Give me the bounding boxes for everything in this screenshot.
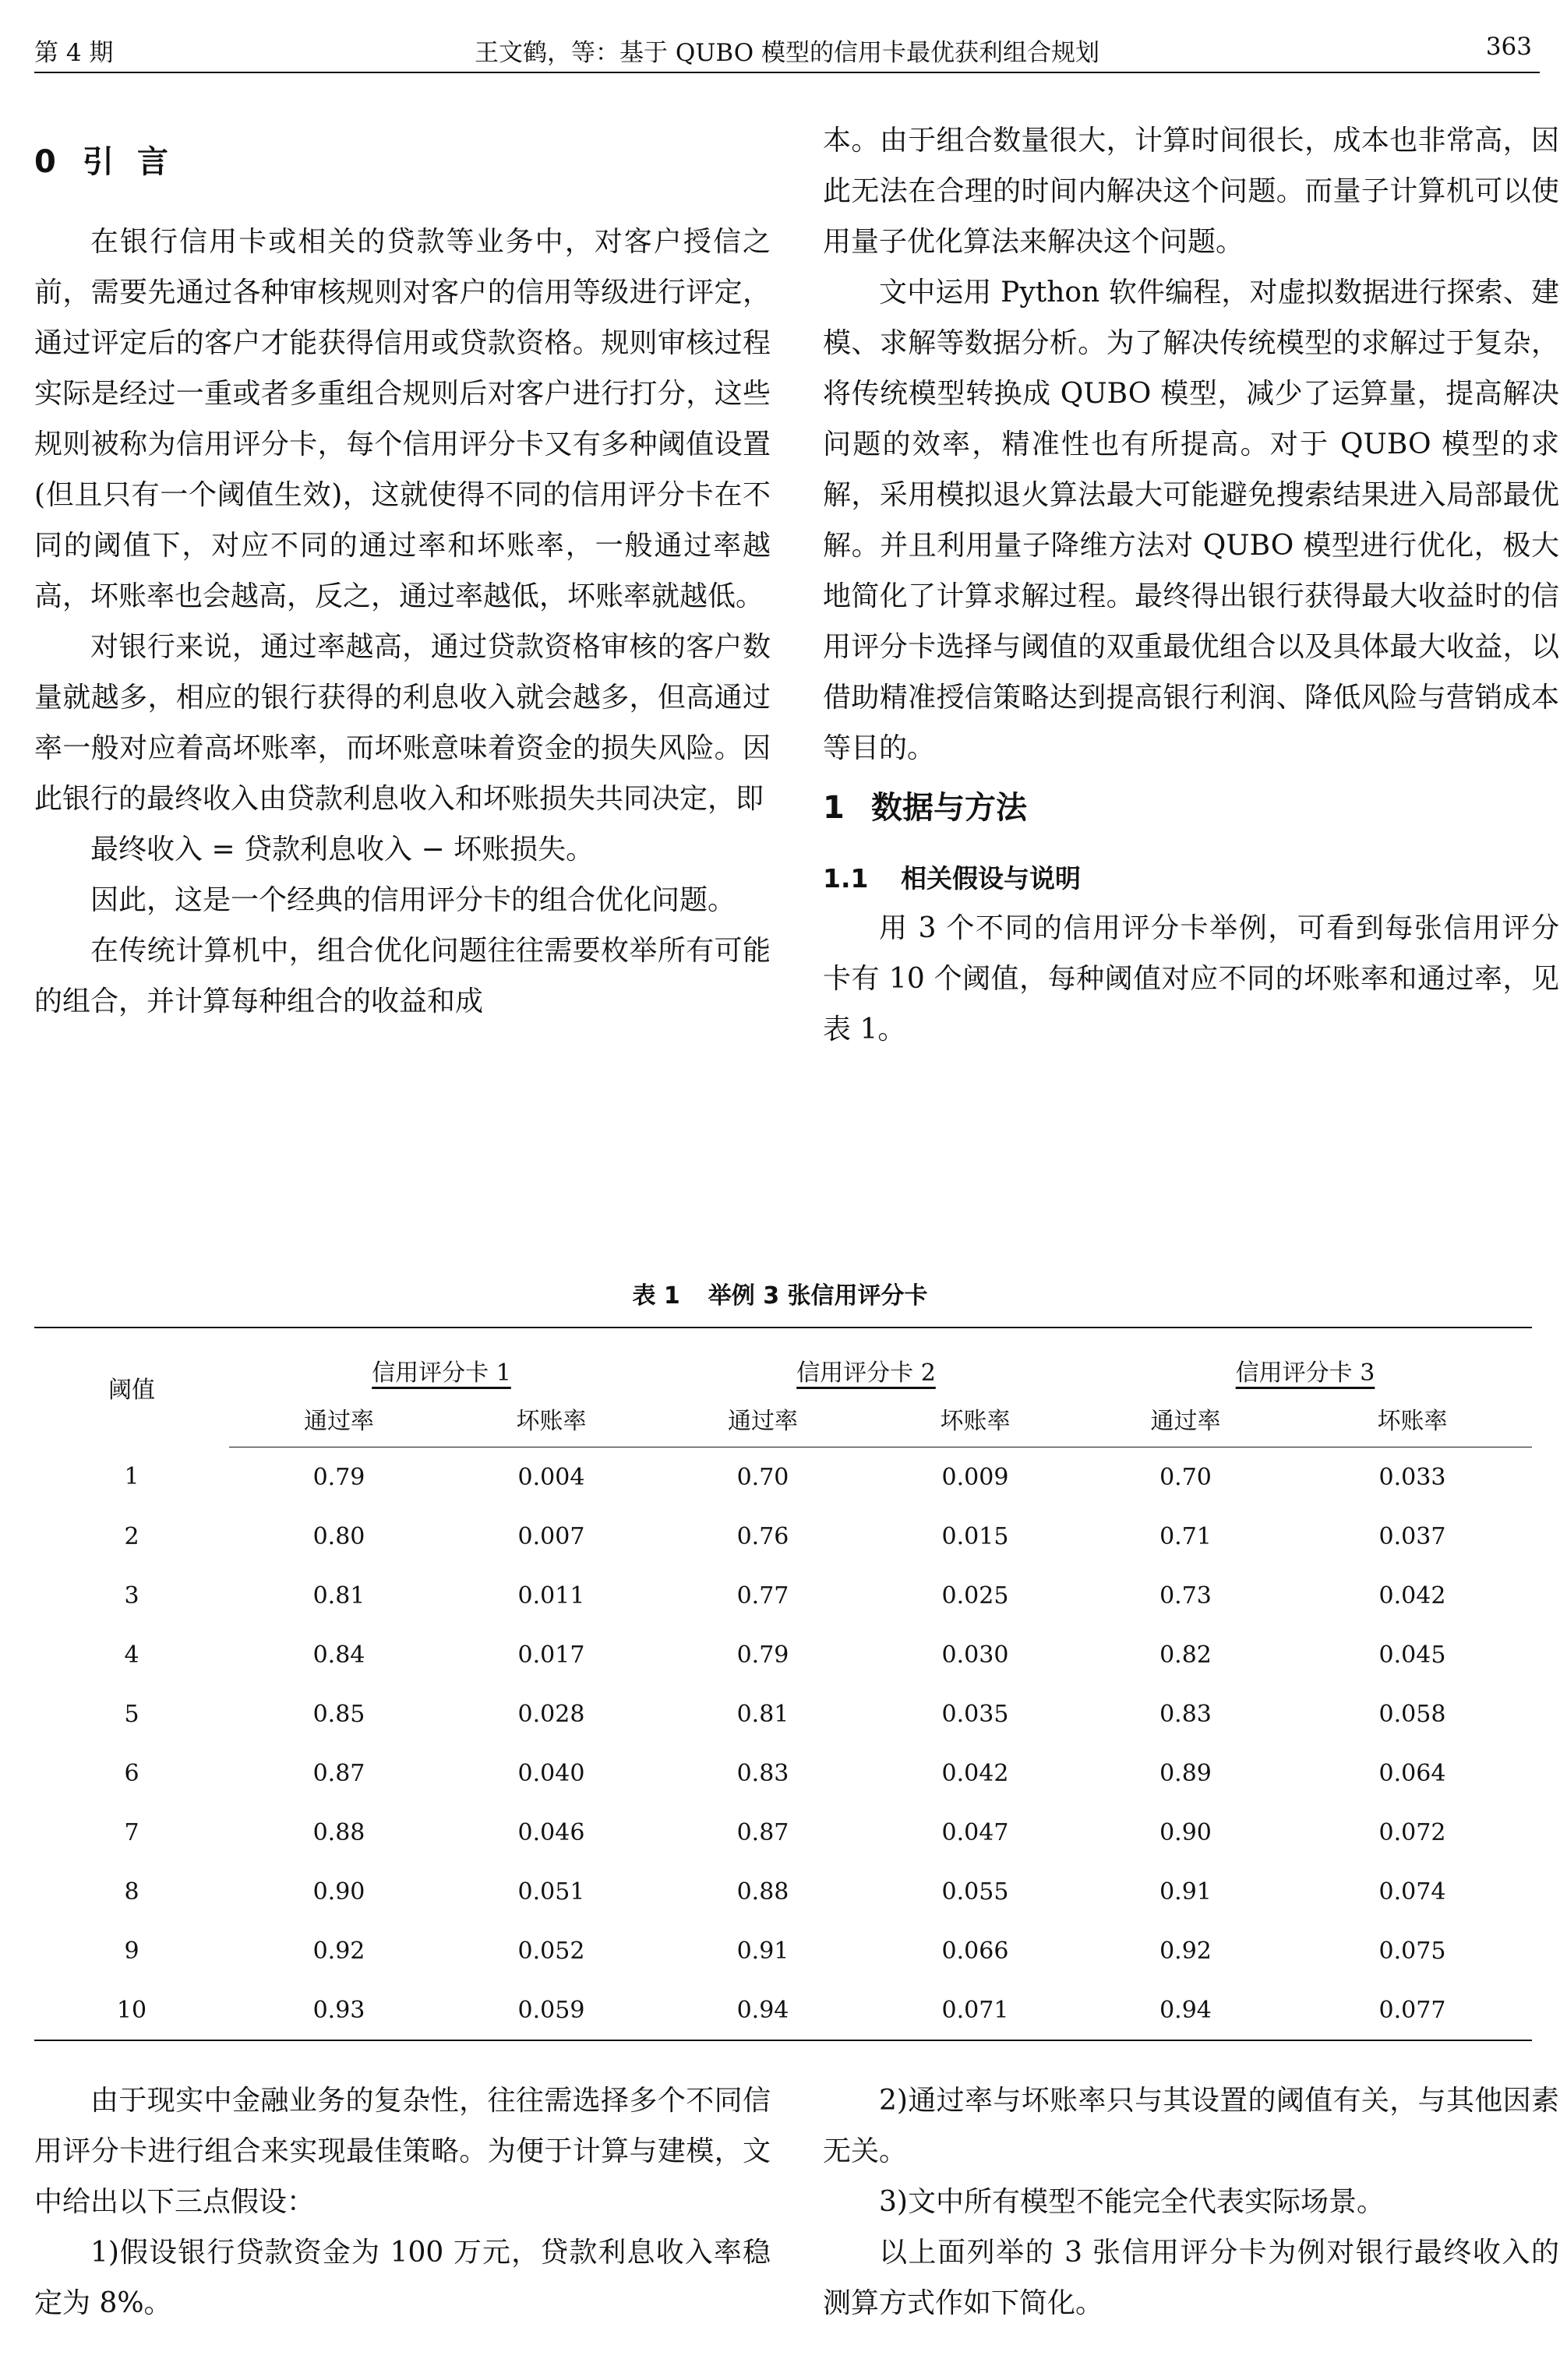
pass-rate-cell: 0.79 (312, 1463, 365, 1491)
pass-rate-cell: 0.94 (1078, 1980, 1293, 2040)
bad-rate-cell: 0.042 (941, 1759, 1009, 1787)
threshold-cell: 4 (124, 1641, 139, 1669)
section-number: 0 (34, 144, 56, 180)
bad-rate-cell: 0.028 (517, 1700, 585, 1728)
bad-rate-cell: 0.009 (941, 1463, 1009, 1491)
header-bad-rate: 坏账率 (449, 1391, 654, 1447)
pass-rate-cell: 0.81 (736, 1700, 789, 1728)
pass-rate-cell: 0.83 (736, 1759, 789, 1787)
left-column (34, 139, 771, 1027)
pass-rate-cell: 0.81 (312, 1581, 365, 1610)
section-heading-data-methods (823, 780, 1559, 855)
bad-rate-cell: 0.051 (517, 1878, 585, 1906)
issue-label: 第 4 期 (34, 39, 114, 67)
header-card-2: 信用评分卡 2 (796, 1359, 936, 1387)
threshold-cell: 6 (124, 1759, 139, 1787)
table-caption-text: 举例 3 张信用评分卡 (708, 1282, 928, 1310)
assumption-item: 2)通过率与坏账率只与其设置的阈值有关，与其他因素无关。 (823, 2085, 1559, 2167)
pass-rate-cell: 0.70 (736, 1463, 789, 1491)
section-title: 数据与方法 (871, 790, 1027, 826)
bad-rate-cell: 0.025 (941, 1581, 1009, 1610)
pass-rate-cell: 0.88 (312, 1818, 365, 1846)
bad-rate-cell: 0.075 (1378, 1937, 1446, 1965)
bad-rate-cell: 0.064 (1378, 1759, 1446, 1787)
table-row (34, 1744, 1532, 1803)
bad-rate-cell: 0.055 (941, 1878, 1009, 1906)
pass-rate-cell: 0.83 (1159, 1700, 1212, 1728)
pass-rate-cell: 0.92 (312, 1937, 365, 1965)
pass-rate-cell: 0.88 (736, 1878, 789, 1906)
header-card-3: 信用评分卡 3 (1235, 1359, 1375, 1387)
bad-rate-cell: 0.030 (941, 1641, 1009, 1669)
bad-rate-cell: 0.015 (941, 1522, 1009, 1550)
pass-rate-cell: 0.93 (229, 1980, 449, 2040)
subsection-number: 1.1 (823, 863, 869, 894)
subsection-heading (823, 855, 1559, 903)
running-header (34, 30, 1540, 73)
bad-rate-cell: 0.066 (941, 1937, 1009, 1965)
table-row (34, 1803, 1532, 1862)
pass-rate-cell: 0.87 (736, 1818, 789, 1846)
header-bad-rate: 坏账率 (1293, 1391, 1532, 1447)
pass-rate-cell: 0.91 (1159, 1878, 1212, 1906)
paragraph: 用 3 个不同的信用评分卡举例，可看到每张信用评分卡有 10 个阈值，每种阈值对应不同的坏账率和通过率，见表 1。 (823, 912, 1559, 1045)
pass-rate-cell: 0.73 (1159, 1581, 1212, 1610)
right-column (823, 115, 1559, 1055)
pass-rate-cell: 0.85 (312, 1700, 365, 1728)
scorecard-table (34, 1327, 1532, 2041)
bad-rate-cell: 0.045 (1378, 1641, 1446, 1669)
bad-rate-cell: 0.007 (517, 1522, 585, 1550)
bottom-left-column (34, 2075, 771, 2329)
bad-rate-cell: 0.071 (872, 1980, 1078, 2040)
threshold-cell: 3 (124, 1581, 139, 1610)
pass-rate-cell: 0.76 (736, 1522, 789, 1550)
pass-rate-cell: 0.92 (1159, 1937, 1212, 1965)
paragraph-continued: 本。由于组合数量很大，计算时间很长，成本也非常高，因此无法在合理的时间内解决这个问题。而量子计算机可以使用量子优化算法来解决这个问题。 (823, 125, 1559, 258)
paragraph: 对银行来说，通过率越高，通过贷款资格审核的客户数量就越多，相应的银行获得的利息收入就会越多，但高通过率一般对应着高坏账率，而坏账意味着资金的损失风险。因此银行的最终收入由贷款利息收入和坏账损失共同决定，即 (34, 631, 771, 815)
bad-rate-cell: 0.037 (1378, 1522, 1446, 1550)
subsection-title: 相关假设与说明 (901, 863, 1081, 894)
table-row (34, 1566, 1532, 1625)
bad-rate-cell: 0.035 (941, 1700, 1009, 1728)
threshold-cell: 9 (124, 1937, 139, 1965)
pass-rate-cell: 0.82 (1159, 1641, 1212, 1669)
bad-rate-cell: 0.072 (1378, 1818, 1446, 1846)
threshold-cell: 2 (124, 1522, 139, 1550)
assumption-item: 1)假设银行贷款资金为 100 万元，贷款利息收入率稳定为 8%。 (34, 2237, 771, 2319)
bad-rate-cell: 0.077 (1293, 1980, 1532, 2040)
header-bad-rate: 坏账率 (872, 1391, 1078, 1447)
assumption-item: 3)文中所有模型不能完全代表实际场景。 (879, 2186, 1385, 2218)
header-card-1: 信用评分卡 1 (372, 1359, 511, 1387)
bad-rate-cell: 0.040 (517, 1759, 585, 1787)
page-number: 363 (1485, 33, 1532, 61)
pass-rate-cell: 0.87 (312, 1759, 365, 1787)
bad-rate-cell: 0.004 (517, 1463, 585, 1491)
header-threshold: 阈值 (34, 1328, 229, 1447)
bad-rate-cell: 0.011 (517, 1581, 585, 1610)
table-body (34, 1447, 1532, 2041)
pass-rate-cell: 0.90 (1159, 1818, 1212, 1846)
paragraph: 文中运用 Python 软件编程，对虚拟数据进行探索、建模、求解等数据分析。为了解决传统模型的求解过于复杂，将传统模型转换成 QUBO 模型，减少了运算量，提高解决问题的效率，精准性也有所提高。对于 QUBO 模型的求解，采用模拟退火算法最大可能避免搜索结果进入局部最优解。并且利用量子降维方法对 QUBO 模型进行优化，极大地简化了计算求解过程。最终得出银行获得最大收益时的信用评分卡选择与阈值的双重最优组合以及具体最大收益，以借助精准授信策略达到提高银行利润、降低风险与营销成本等目的。 (823, 277, 1559, 764)
table-row (34, 1684, 1532, 1744)
pass-rate-cell: 0.77 (736, 1581, 789, 1610)
table-row (34, 1980, 1532, 2040)
section-title: 引言 (83, 144, 192, 180)
pass-rate-cell: 0.71 (1159, 1522, 1212, 1550)
paragraph: 由于现实中金融业务的复杂性，往往需选择多个不同信用评分卡进行组合来实现最佳策略。为便于计算与建模，文中给出以下三点假设： (34, 2085, 771, 2218)
bad-rate-cell: 0.017 (517, 1641, 585, 1669)
header-pass-rate: 通过率 (654, 1391, 872, 1447)
table-row (34, 1447, 1532, 1507)
bottom-right-column (823, 2075, 1559, 2329)
bad-rate-cell: 0.042 (1378, 1581, 1446, 1610)
paragraph: 在银行信用卡或相关的贷款等业务中，对客户授信之前，需要先通过各种审核规则对客户的信用等级进行评定，通过评定后的客户才能获得信用或贷款资格。规则审核过程实际是经过一重或者多重组合规则后对客户进行打分，这些规则被称为信用评分卡，每个信用评分卡又有多种阈值设置(但且只有一个阈值生效)，这就使得不同的信用评分卡在不同的阈值下，对应不同的通过率和坏账率，一般通过率越高，坏账率也会越高，反之，通过率越低，坏账率就越低。 (34, 226, 771, 612)
table-caption-number: 表 1 (632, 1282, 680, 1310)
bad-rate-cell: 0.047 (941, 1818, 1009, 1846)
threshold-cell: 8 (124, 1878, 139, 1906)
table-row (34, 1507, 1532, 1566)
section-heading-intro (34, 139, 771, 217)
pass-rate-cell: 0.80 (312, 1522, 365, 1550)
pass-rate-cell: 0.90 (312, 1878, 365, 1906)
bad-rate-cell: 0.033 (1378, 1463, 1446, 1491)
pass-rate-cell: 0.79 (736, 1641, 789, 1669)
threshold-cell: 7 (124, 1818, 139, 1846)
bad-rate-cell: 0.059 (449, 1980, 654, 2040)
header-pass-rate: 通过率 (1078, 1391, 1293, 1447)
equation: 最终收入 = 贷款利息收入 − 坏账损失。 (90, 834, 595, 866)
pass-rate-cell: 0.84 (312, 1641, 365, 1669)
pass-rate-cell: 0.89 (1159, 1759, 1212, 1787)
table-caption (0, 1276, 1560, 1310)
table-row (34, 1862, 1532, 1921)
bad-rate-cell: 0.074 (1378, 1878, 1446, 1906)
threshold-cell: 1 (124, 1463, 139, 1491)
bad-rate-cell: 0.052 (517, 1937, 585, 1965)
table-row (34, 1625, 1532, 1684)
threshold-cell: 5 (124, 1700, 139, 1728)
pass-rate-cell: 0.91 (736, 1937, 789, 1965)
section-number: 1 (823, 790, 845, 826)
pass-rate-cell: 0.70 (1159, 1463, 1212, 1491)
paragraph: 因此，这是一个经典的信用评分卡的组合优化问题。 (90, 884, 736, 916)
header-pass-rate: 通过率 (229, 1391, 449, 1447)
bad-rate-cell: 0.058 (1378, 1700, 1446, 1728)
table-row (34, 1921, 1532, 1980)
bad-rate-cell: 0.046 (517, 1818, 585, 1846)
pass-rate-cell: 0.94 (654, 1980, 872, 2040)
paragraph: 以上面列举的 3 张信用评分卡为例对银行最终收入的测算方式作如下简化。 (823, 2237, 1559, 2319)
threshold-cell: 10 (34, 1980, 229, 2040)
paragraph: 在传统计算机中，组合优化问题往往需要枚举所有可能的组合，并计算每种组合的收益和成 (34, 935, 771, 1017)
running-title: 王文鹤，等：基于 QUBO 模型的信用卡最优获利组合规划 (474, 39, 1100, 67)
